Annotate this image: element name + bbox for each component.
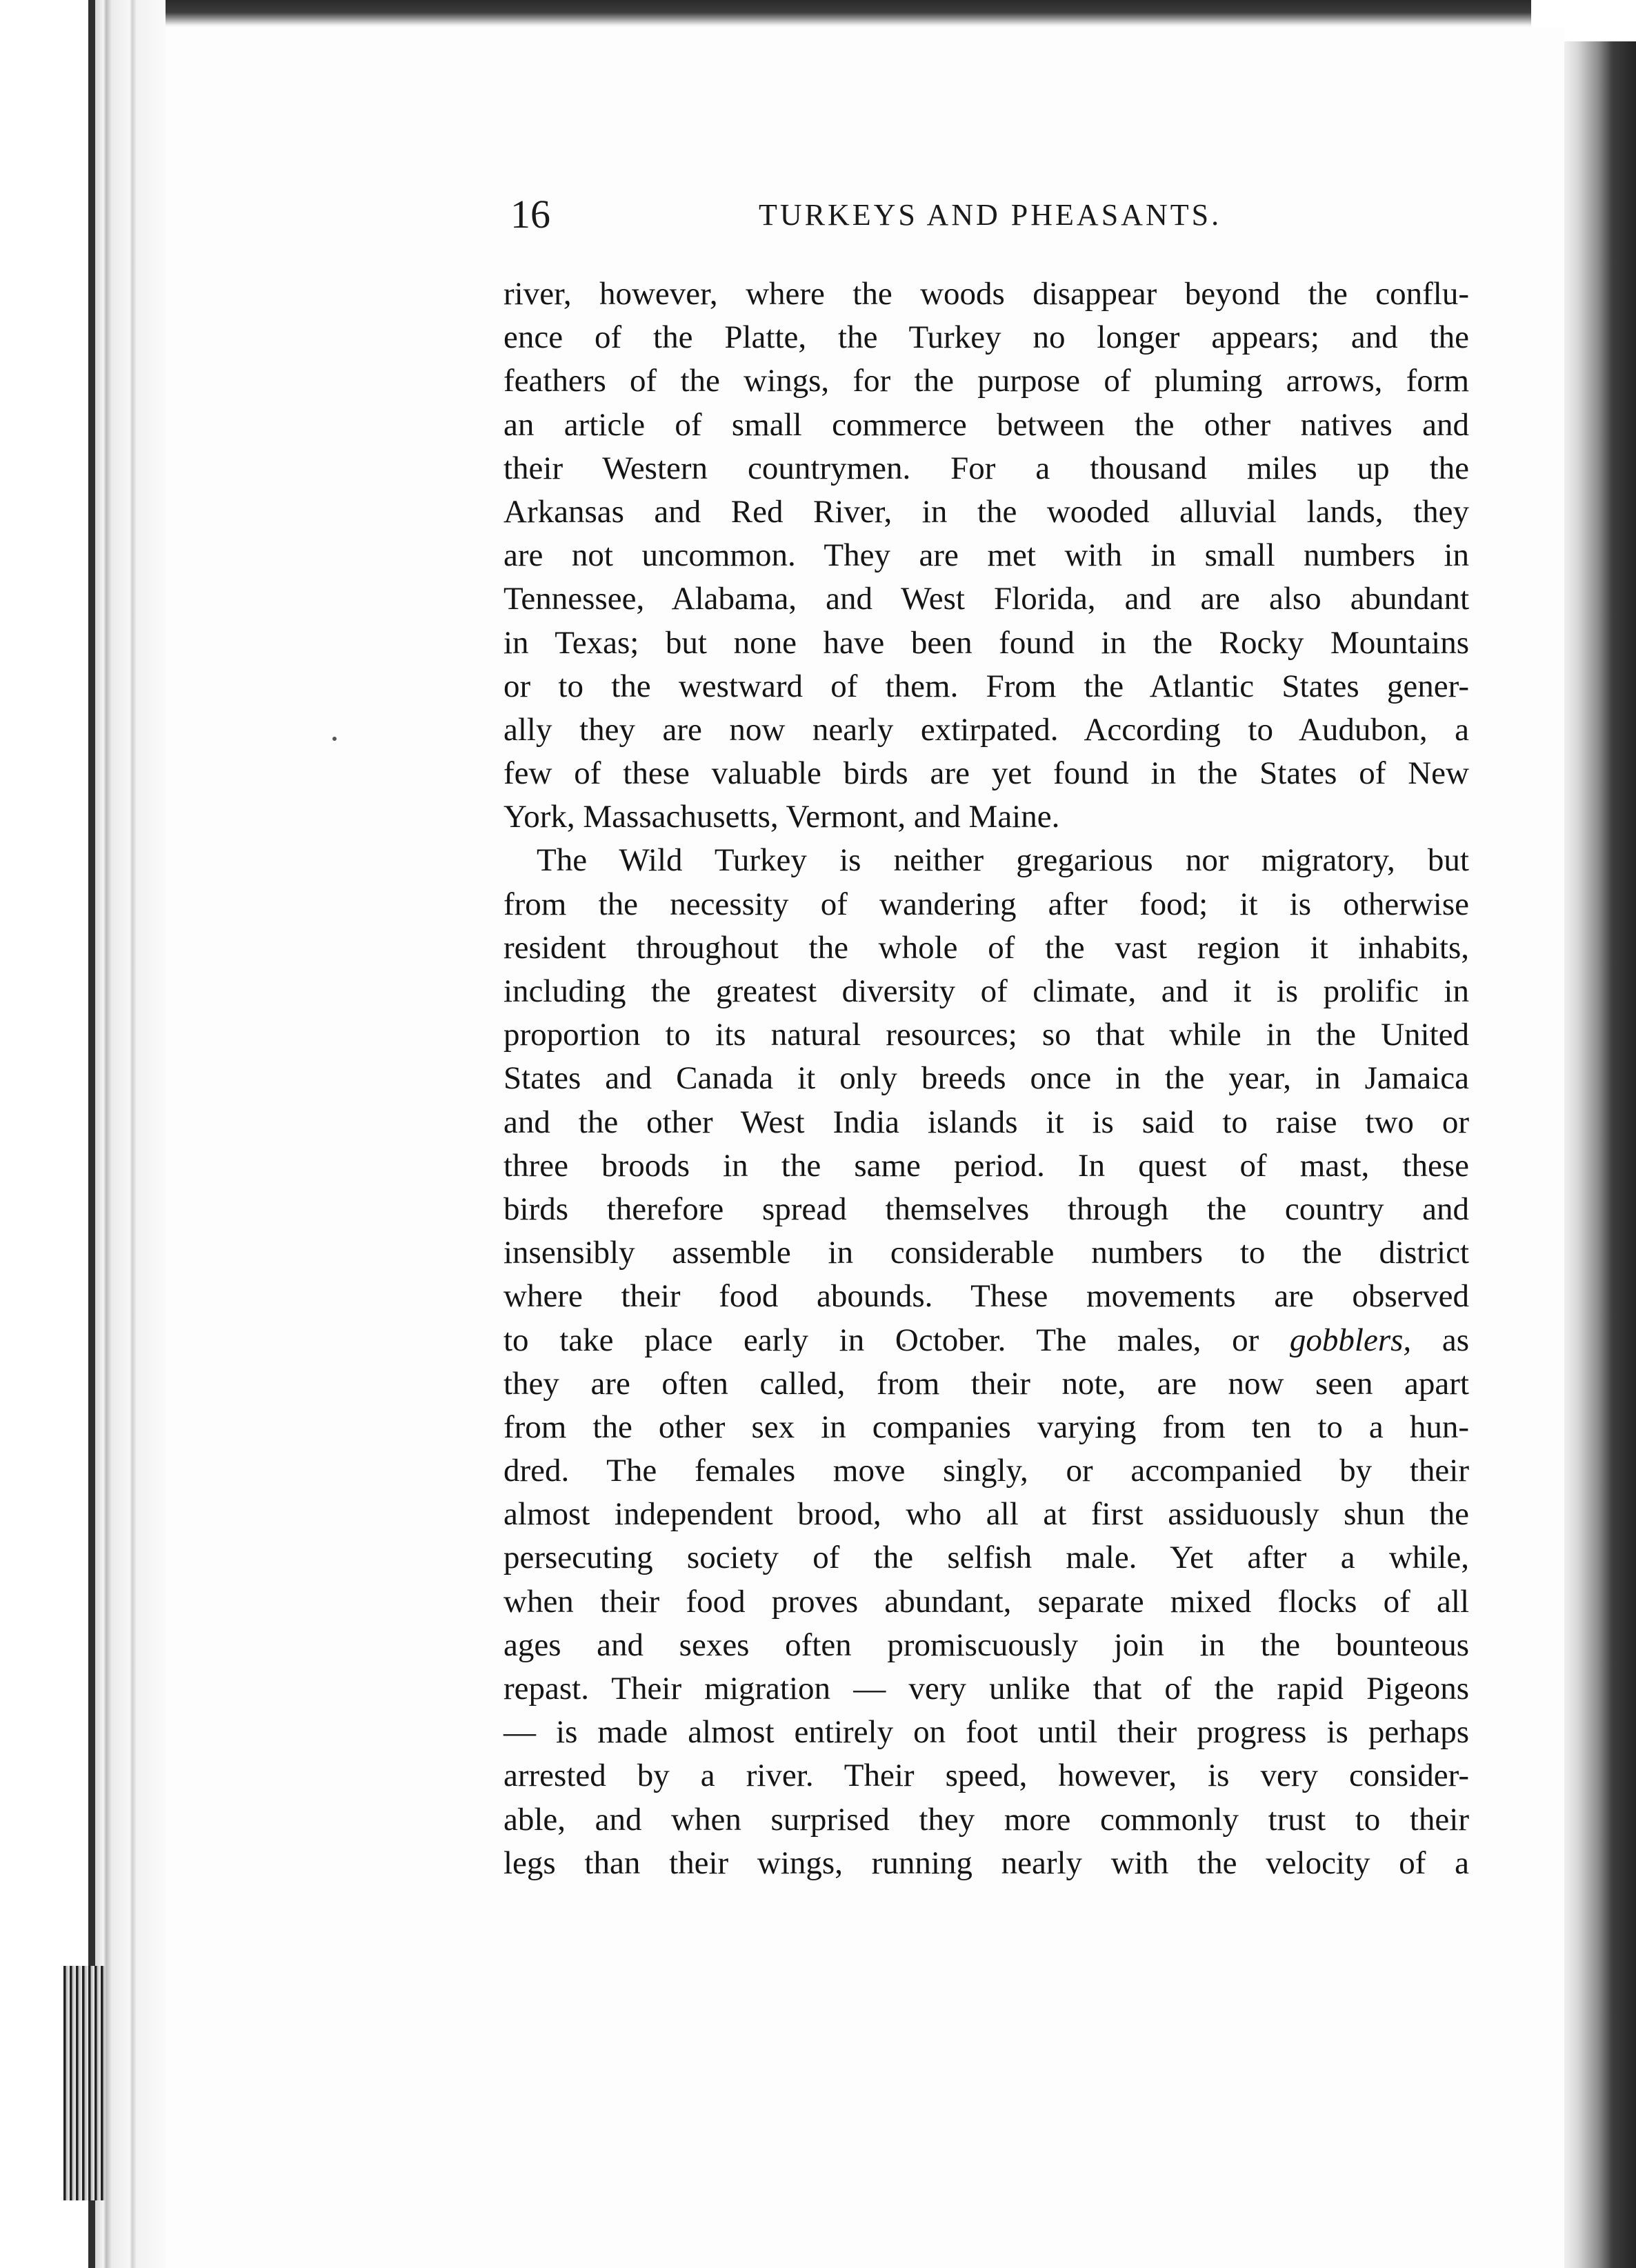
text-line: are not uncommon. They are met with in small numbers in [503, 537, 1469, 574]
text-line: river, however, where the woods disappear beyond the conflu- [503, 276, 1469, 312]
text-line: dred. The females move singly, or accompanied by their [503, 1453, 1469, 1489]
spine-shadow [88, 0, 95, 2268]
text-line: when their food proves abundant, separate mixed flocks of all [503, 1583, 1469, 1620]
text-line: where their food abounds. These movements are observed [503, 1278, 1469, 1315]
page-header [510, 190, 1442, 246]
text-line: or to the westward of them. From the Atlantic States gener- [503, 668, 1469, 704]
text-line: repast. Their migration — very unlike that of the rapid Pigeons [503, 1671, 1469, 1707]
text-line: ally they are now nearly extirpated. According to Audubon, a [503, 711, 1469, 748]
text-line [503, 1319, 1469, 1362]
text-line: ence of the Platte, the Turkey no longer appears; and the [503, 319, 1469, 356]
book-gutter [88, 0, 166, 2268]
text-run: as [1442, 1322, 1470, 1358]
text-line: The Wild Turkey is neither gregarious nor migratory, but [537, 842, 1469, 879]
text-line: from the necessity of wandering after food; it is otherwise [503, 886, 1469, 922]
text-line: feathers of the wings, for the purpose of pluming arrows, form [503, 363, 1469, 399]
text-line: ages and sexes often promiscuously join in the bounteous [503, 1627, 1469, 1663]
text-line: legs than their wings, running nearly with the velocity of a [503, 1844, 1469, 1881]
text-line: persecuting society of the selfish male. Yet after a while, [503, 1540, 1469, 1576]
right-page-edge [1564, 41, 1636, 2268]
paragraph-1 [503, 272, 1469, 839]
page-number: 16 [510, 192, 550, 237]
page-leaf-edges [63, 1966, 105, 2200]
text-run: to take place early in October. The males, or [503, 1322, 1259, 1358]
text-line: their Western countrymen. For a thousand miles up the [503, 450, 1469, 486]
text-line: from the other sex in companies varying from ten to a hun- [503, 1409, 1469, 1445]
text-line: resident throughout the whole of the vast region it inhabits, [503, 929, 1469, 966]
body-text [503, 272, 1469, 1885]
text-line: three broods in the same period. In quest of mast, these [503, 1147, 1469, 1184]
paragraph-2 [503, 839, 1469, 1885]
text-line: able, and when surprised they more commonly trust to their [503, 1801, 1469, 1838]
top-page-edge [166, 0, 1531, 28]
text-line: birds therefore spread themselves through the country and [503, 1191, 1469, 1227]
text-line: insensibly assemble in considerable numbers to the district [503, 1235, 1469, 1271]
running-head: TURKEYS AND PHEASANTS. [759, 198, 1222, 232]
text-line: Tennessee, Alabama, and West Florida, and are also abundant [503, 581, 1469, 617]
italic-term: gobblers, [1289, 1322, 1412, 1358]
text-line: arrested by a river. Their speed, however, is very consider- [503, 1758, 1469, 1794]
text-line: an article of small commerce between the other natives and [503, 406, 1469, 443]
text-line: States and Canada it only breeds once in the year, in Jamaica [503, 1060, 1469, 1097]
text-line: few of these valuable birds are yet found in the States of New [503, 755, 1469, 792]
text-line: almost independent brood, who all at first assiduously shun the [503, 1496, 1469, 1533]
text-line: proportion to its natural resources; so that while in the United [503, 1017, 1469, 1053]
scan-speck [332, 737, 337, 741]
text-line: in Texas; but none have been found in the Rocky Mountains [503, 624, 1469, 661]
text-line: York, Massachusetts, Vermont, and Maine. [503, 799, 1060, 835]
text-line: they are often called, from their note, are now seen apart [503, 1365, 1469, 1402]
text-line: — is made almost entirely on foot until their progress is perhaps [503, 1714, 1469, 1751]
text-line: including the greatest diversity of climate, and it is prolific in [503, 973, 1469, 1009]
text-line: Arkansas and Red River, in the wooded alluvial lands, they [503, 493, 1469, 530]
text-line: and the other West India islands it is said to raise two or [503, 1104, 1469, 1140]
